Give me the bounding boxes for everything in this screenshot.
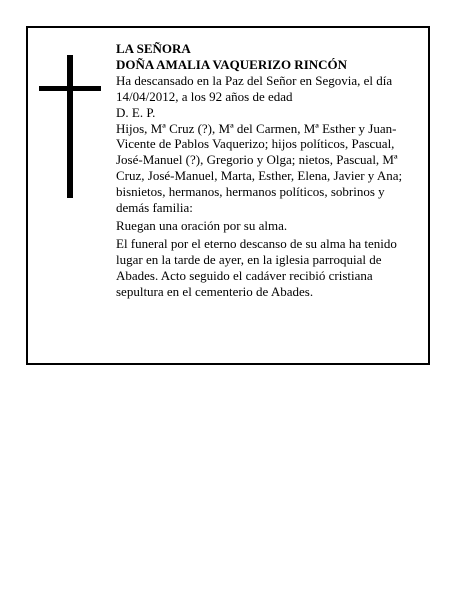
cross-icon <box>28 28 108 363</box>
rip-abbreviation: D. E. P. <box>116 104 156 120</box>
honorific: LA SEÑORA <box>116 41 191 56</box>
obituary-notice <box>26 26 430 365</box>
passing-statement: Ha descansado en la Paz del Señor en Segovia, el día 14/04/2012, a los 92 años de edad <box>116 72 393 104</box>
family-list: Hijos, Mª Cruz (?), Mª del Carmen, Mª Esther y Juan-Vicente de Pablos Vaquerizo; hijos políticos, Pascual, José-Manuel (?), Gregorio y Olga; nietos, Pascual, Mª Cruz, José-Manuel, Marta, Esther, Elena, Javier y Ana; bisnietos, hermanos, hermanos políticos, sobrinos y demás familia: <box>116 120 403 216</box>
cross-vertical-bar <box>67 55 73 198</box>
funeral-details: El funeral por el eterno descanso de su alma ha tenido lugar en la tarde de ayer, en la iglesia parroquial de Abades. Acto seguido el cadáver recibió cristiana sepultura en el cementerio de Abades. <box>116 235 397 299</box>
cross-horizontal-bar <box>39 86 101 91</box>
deceased-name: DOÑA AMALIA VAQUERIZO RINCÓN <box>116 56 348 72</box>
obituary-text <box>116 41 420 300</box>
prayer-request: Ruegan una oración por su alma. <box>116 217 288 233</box>
